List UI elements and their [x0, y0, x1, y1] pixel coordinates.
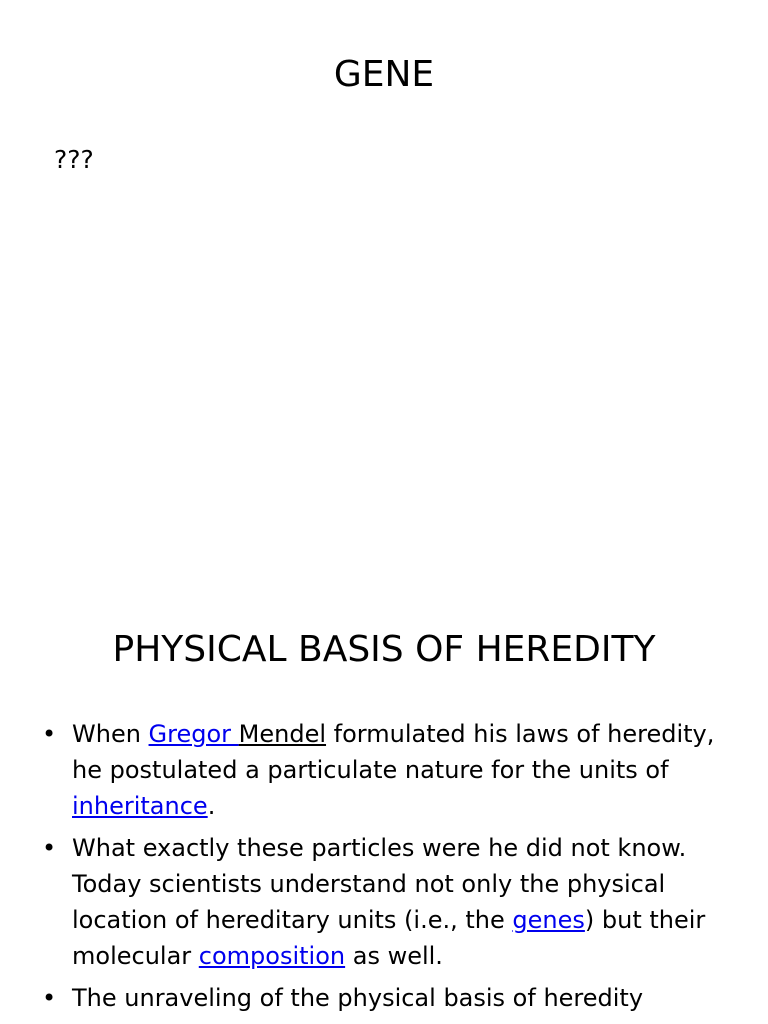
- bullet-item: [42, 980, 722, 1016]
- bullet-list: [42, 716, 722, 1022]
- link-genes[interactable]: genes: [512, 906, 585, 934]
- link-gregor[interactable]: Gregor: [148, 720, 239, 748]
- slide-physical-basis: [0, 576, 768, 1024]
- bullet-item: [42, 716, 722, 824]
- mendel-text: Mendel: [238, 720, 327, 748]
- link-inheritance[interactable]: inheritance: [72, 792, 208, 820]
- slide-title: GENE: [333, 54, 435, 95]
- bullet-icon: •: [42, 720, 57, 748]
- bullet-item: [42, 830, 722, 974]
- slide-title: PHYSICAL BASIS OF HEREDITY: [112, 629, 656, 670]
- bullet-icon: •: [42, 984, 57, 1012]
- bullet-text: What exactly these particles were he did not know. Today scientists understand not only the physical location of hereditary units (i.e., the: [72, 834, 687, 934]
- bullet-text: as well.: [345, 942, 443, 970]
- bullet-text: When: [72, 720, 149, 748]
- bullet-text: ) but their molecular: [72, 906, 706, 970]
- bullet-text: The unraveling of the physical basis of heredity: [72, 984, 644, 1012]
- link-composition[interactable]: composition: [198, 942, 346, 970]
- slide-body-text: ???: [54, 145, 94, 174]
- bullet-text: formulated his laws of heredity, he postulated a particulate nature for the units of: [72, 720, 715, 784]
- bullet-icon: •: [42, 834, 57, 862]
- bullet-text: .: [207, 792, 216, 820]
